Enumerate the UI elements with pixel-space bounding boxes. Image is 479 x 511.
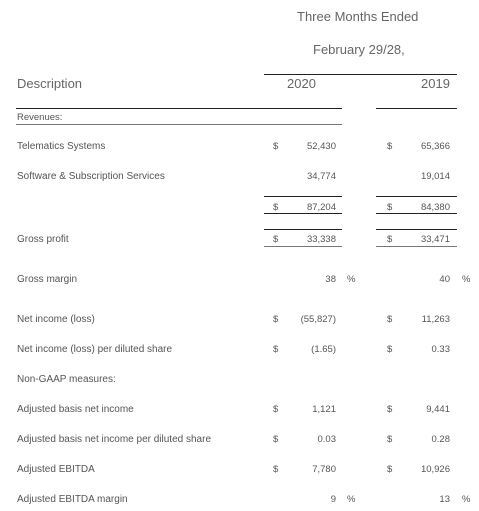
value-2019: 19,014: [420, 171, 450, 182]
value-2020: 9: [330, 494, 336, 505]
row-label: Adjusted basis net income: [17, 404, 134, 415]
gross-profit-underline-2019: [376, 246, 457, 247]
non-gaap-label: Non-GAAP measures:: [17, 374, 116, 385]
row-label: Software & Subscription Services: [17, 171, 165, 182]
gross-profit-rule-2020: [264, 229, 342, 230]
percent-sign: %: [462, 494, 471, 505]
value-2019: 10,926: [420, 464, 450, 475]
currency-symbol: $: [387, 141, 393, 152]
year-2020-header: 2020: [287, 76, 316, 91]
value-2019: 11,263: [421, 314, 450, 325]
percent-sign: %: [462, 274, 471, 285]
value-2020: 7,780: [312, 464, 336, 475]
currency-symbol: $: [273, 141, 279, 152]
currency-symbol: $: [387, 344, 393, 355]
total-rule-2019: [376, 213, 457, 214]
revenues-underline: [16, 124, 342, 125]
subtotal-rule-2019: [376, 196, 457, 197]
currency-symbol: $: [387, 202, 393, 213]
header-top-rule: [264, 74, 457, 75]
percent-sign: %: [347, 274, 356, 285]
value-2020: 52,430: [306, 141, 336, 152]
value-2019: 9,441: [426, 404, 450, 415]
currency-symbol: $: [387, 404, 393, 415]
description-header: Description: [17, 76, 83, 91]
value-2019: 0.28: [431, 434, 450, 445]
year-2019-header: 2019: [421, 76, 450, 91]
value-2020: 1,121: [312, 404, 336, 415]
gross-profit-rule-2019: [376, 229, 457, 230]
value-2020: (1.65): [311, 344, 336, 355]
currency-symbol: $: [387, 464, 393, 475]
row-label: Adjusted basis net income per diluted share: [17, 434, 212, 445]
currency-symbol: $: [387, 434, 393, 445]
period-title: Three Months Ended: [297, 9, 419, 24]
row-label: Adjusted EBITDA: [17, 464, 95, 475]
currency-symbol: $: [273, 234, 279, 245]
percent-sign: %: [347, 494, 356, 505]
row-label: Net income (loss): [17, 314, 95, 325]
total-2020: 87,204: [306, 202, 336, 213]
value-2019: 0.33: [431, 344, 450, 355]
value-2020: 34,774: [306, 171, 336, 182]
row-label: Gross profit: [17, 234, 69, 245]
row-label: Gross margin: [17, 274, 78, 285]
row-label: Net income (loss) per diluted share: [17, 344, 173, 355]
value-2020: 33,338: [306, 234, 336, 245]
currency-symbol: $: [273, 464, 279, 475]
currency-symbol: $: [273, 434, 279, 445]
subtotal-rule-2020: [264, 196, 342, 197]
total-2019: 84,380: [420, 202, 450, 213]
currency-symbol: $: [273, 202, 279, 213]
currency-symbol: $: [273, 314, 279, 325]
currency-symbol: $: [273, 404, 279, 415]
value-2019: 33,471: [420, 234, 450, 245]
value-2019: 65,366: [420, 141, 450, 152]
value-2020: 38: [325, 274, 336, 285]
value-2020: 0.03: [317, 434, 336, 445]
row-label: Adjusted EBITDA margin: [17, 494, 128, 505]
gross-profit-underline-2020: [264, 246, 342, 247]
year-2019-underline: [376, 108, 457, 109]
total-rule-2020: [264, 213, 342, 214]
value-2019: 40: [439, 274, 450, 285]
value-2020: (55,827): [300, 314, 336, 325]
value-2019: 13: [439, 494, 450, 505]
row-label: Telematics Systems: [17, 141, 106, 152]
currency-symbol: $: [387, 314, 393, 325]
period-subtitle: February 29/28,: [313, 42, 405, 57]
currency-symbol: $: [273, 344, 279, 355]
revenues-label: Revenues:: [17, 112, 63, 123]
currency-symbol: $: [387, 234, 393, 245]
description-underline: [16, 108, 342, 109]
